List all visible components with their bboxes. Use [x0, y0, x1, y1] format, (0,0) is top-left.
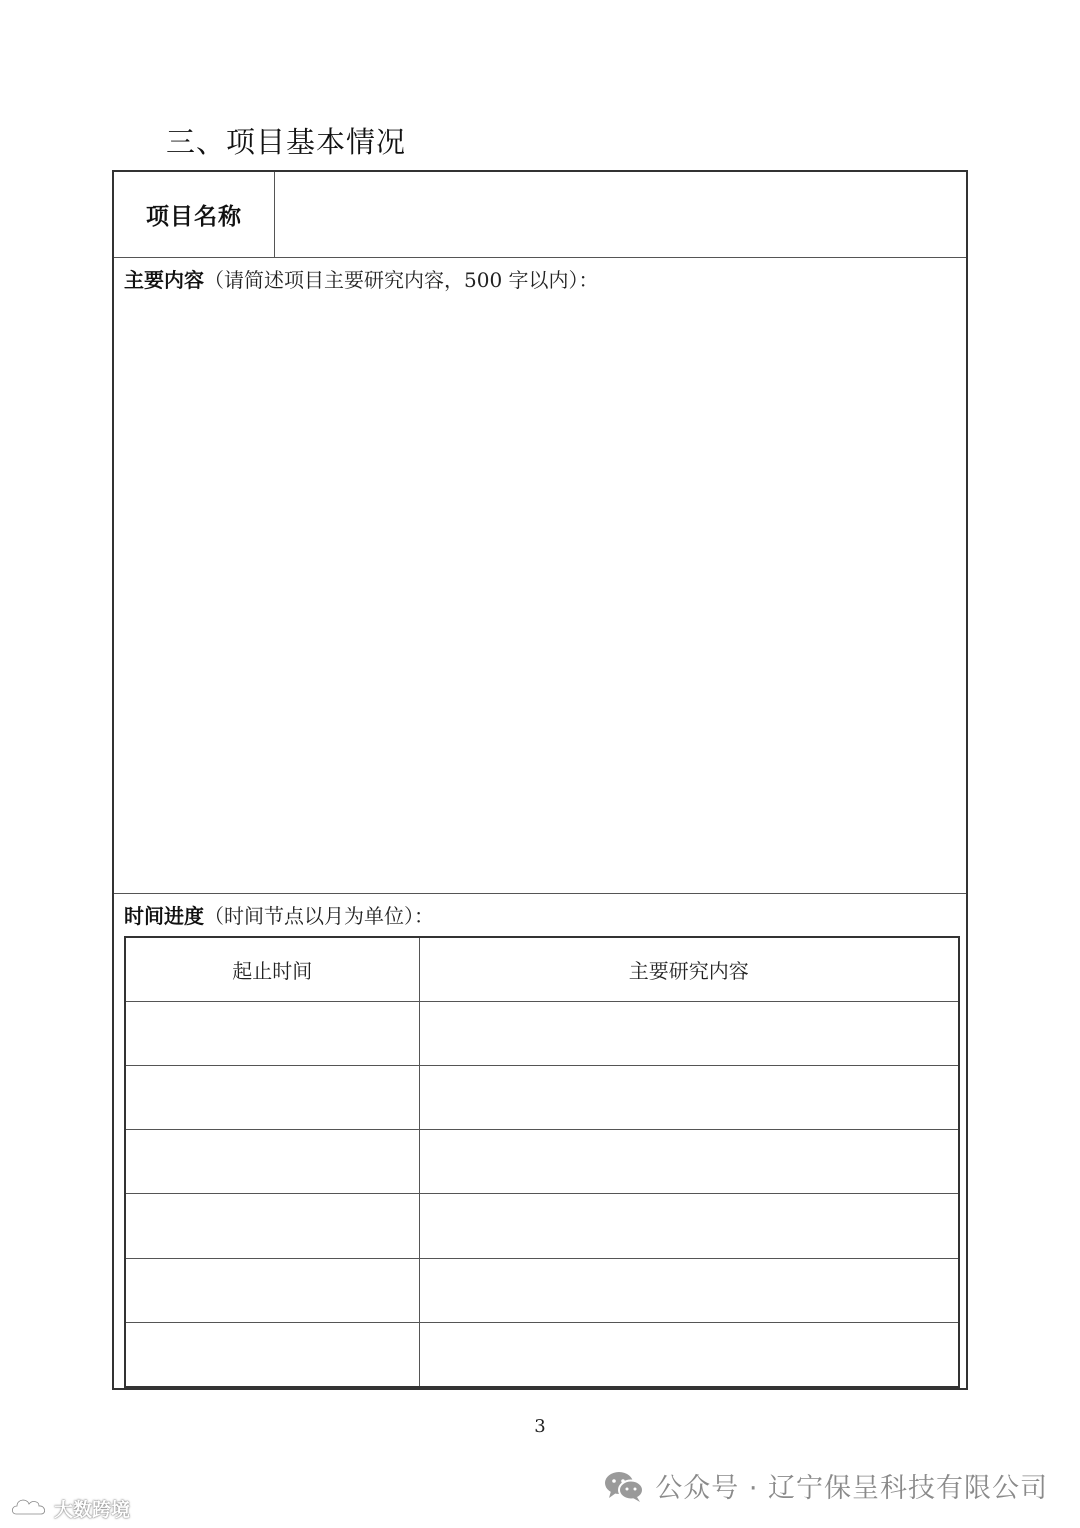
watermark-right	[603, 1466, 1048, 1505]
schedule-period-cell[interactable]	[125, 1194, 419, 1258]
schedule-header-content: 主要研究内容	[419, 937, 959, 1002]
schedule-period-cell[interactable]	[125, 1130, 419, 1194]
schedule-period-cell[interactable]	[125, 1258, 419, 1322]
watermark-left-text: 大数跨境	[54, 1499, 131, 1521]
table-row	[125, 1194, 959, 1258]
page-number: 3	[534, 1416, 546, 1437]
schedule-period-cell[interactable]	[125, 1066, 419, 1130]
table-row	[125, 1130, 959, 1194]
schedule-label	[124, 903, 434, 929]
project-name-label: 项目名称	[114, 172, 275, 257]
table-row	[125, 1322, 959, 1387]
schedule-period-cell[interactable]	[125, 1322, 419, 1387]
wechat-icon	[603, 1469, 645, 1503]
watermark-right-text: 公众号 · 辽宁保呈科技有限公司	[655, 1473, 1048, 1504]
schedule-content-cell[interactable]	[419, 1066, 959, 1130]
schedule-header-period: 起止时间	[125, 937, 419, 1002]
schedule-content-cell[interactable]	[419, 1258, 959, 1322]
watermark-left	[10, 1494, 130, 1523]
table-row	[125, 1002, 959, 1066]
main-content-label-hint: （请简述项目主要研究内容，500 字以内）：	[204, 268, 599, 292]
main-content-field[interactable]	[122, 302, 958, 885]
schedule-content-cell[interactable]	[419, 1322, 959, 1387]
schedule-row	[114, 894, 966, 1388]
cloud-logo-icon	[10, 1494, 50, 1523]
schedule-header-row	[125, 937, 959, 1002]
schedule-period-cell[interactable]	[125, 1002, 419, 1066]
table-row	[125, 1258, 959, 1322]
schedule-content-cell[interactable]	[419, 1002, 959, 1066]
schedule-table	[124, 936, 960, 1388]
project-name-row	[114, 172, 966, 258]
main-content-row	[114, 258, 966, 894]
schedule-content-cell[interactable]	[419, 1194, 959, 1258]
main-content-label-bold: 主要内容	[124, 268, 204, 292]
project-name-field[interactable]	[275, 172, 966, 257]
section-title: 三、项目基本情况	[166, 125, 407, 159]
table-row	[125, 1066, 959, 1130]
project-form-table	[112, 170, 968, 1390]
schedule-label-bold: 时间进度	[124, 904, 204, 928]
schedule-label-hint: （时间节点以月为单位）：	[204, 904, 434, 928]
main-content-label	[124, 267, 599, 293]
schedule-content-cell[interactable]	[419, 1130, 959, 1194]
